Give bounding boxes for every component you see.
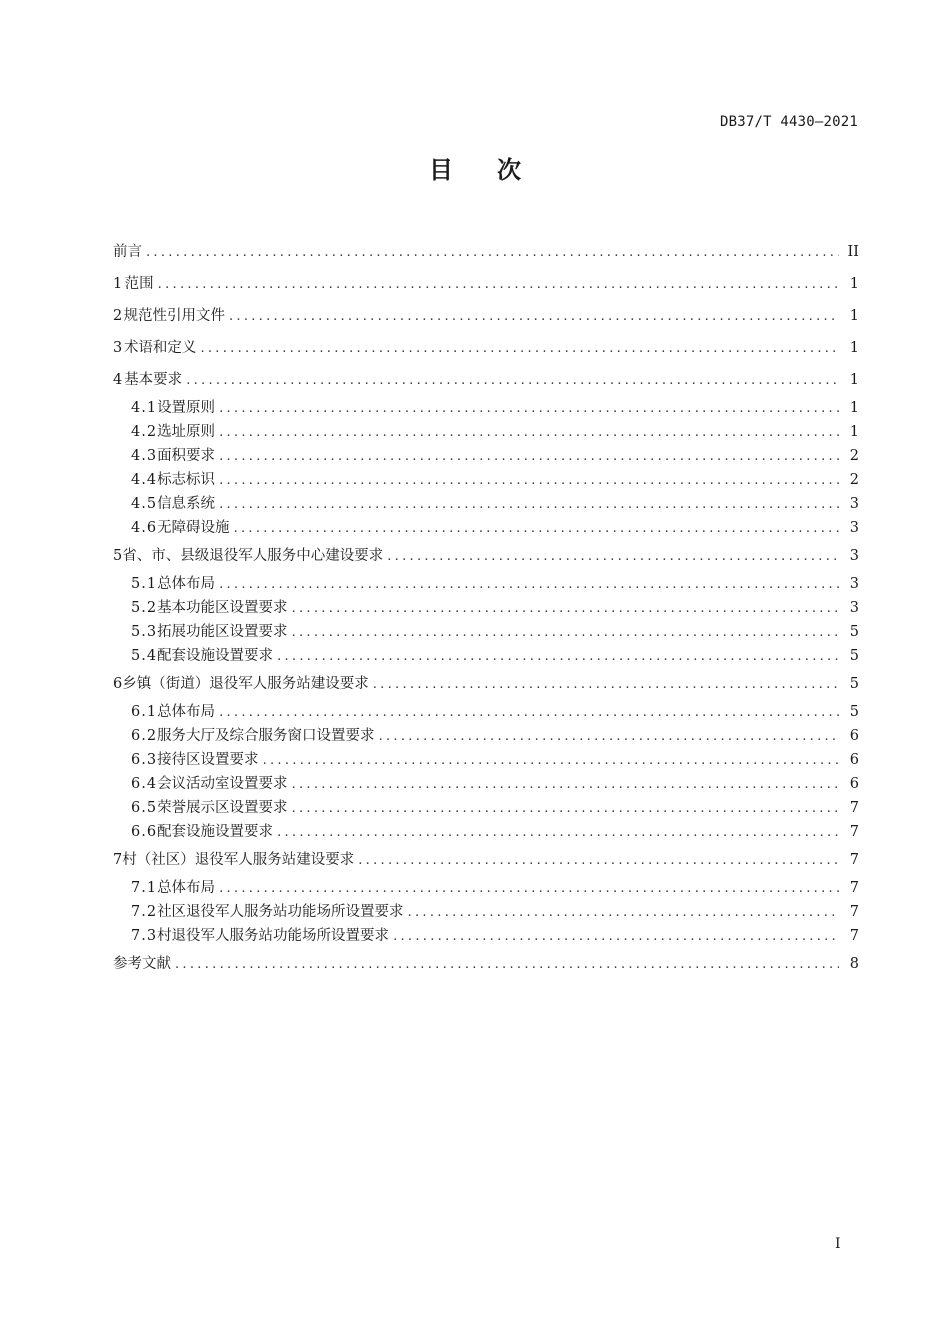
toc-entry-label: 面积要求 <box>157 444 219 468</box>
toc-entry[interactable] <box>113 268 859 300</box>
toc-entry-label: 无障碍设施 <box>157 516 234 540</box>
toc-entry[interactable] <box>113 236 859 268</box>
toc-entry-number: 6 <box>113 676 123 692</box>
toc-leader-dots <box>219 445 839 469</box>
toc-entry-label: 前言 <box>113 236 146 268</box>
toc-entry[interactable] <box>113 540 859 572</box>
toc-entry[interactable] <box>113 668 859 700</box>
toc-entry-page: 3 <box>849 576 859 592</box>
toc-entry-number: 5.2 <box>131 600 158 616</box>
toc-entry-number: 2 <box>113 308 123 324</box>
toc-entry-page: 7 <box>849 928 859 944</box>
toc-entry-number: 4.2 <box>131 424 158 440</box>
toc-entry-label: 基本要求 <box>124 364 186 396</box>
toc-entry-page: 7 <box>849 824 859 840</box>
toc-entry-number: 4.4 <box>131 472 158 488</box>
page-number: I <box>835 1236 841 1252</box>
toc-leader-dots <box>292 773 839 797</box>
toc-entry-number: 4.5 <box>131 496 158 512</box>
toc-entry-number: 6.1 <box>131 704 158 720</box>
toc-entry[interactable] <box>113 844 859 876</box>
toc-entry-number: 6.4 <box>131 776 158 792</box>
toc-entry[interactable] <box>113 876 859 900</box>
toc-entry[interactable] <box>113 300 859 332</box>
toc-entry-page: 8 <box>849 956 859 972</box>
toc-entry[interactable] <box>113 796 859 820</box>
page-title: 目次 <box>429 156 565 184</box>
toc-entry[interactable] <box>113 820 859 844</box>
toc-entry[interactable] <box>113 724 859 748</box>
toc-entry-label: 村（社区）退役军人服务站建设要求 <box>122 844 358 876</box>
toc-entry-label: 荣誉展示区设置要求 <box>157 796 292 820</box>
toc-entry[interactable] <box>113 596 859 620</box>
toc-entry-number: 5.4 <box>131 648 158 664</box>
toc-entry-number: 4 <box>113 372 123 388</box>
toc-entry-number: 4.1 <box>131 400 158 416</box>
toc-entry-label: 总体布局 <box>157 876 219 900</box>
toc-entry-page: 7 <box>849 880 859 896</box>
toc-leader-dots <box>277 645 839 669</box>
toc-entry-page: 5 <box>849 676 859 692</box>
toc-entry-number: 5 <box>113 548 123 564</box>
toc-entry[interactable] <box>113 620 859 644</box>
toc-entry[interactable] <box>113 492 859 516</box>
toc-leader-dots <box>229 301 839 333</box>
toc-entry[interactable] <box>113 332 859 364</box>
toc-entry-number: 4.6 <box>131 520 158 536</box>
toc-entry-number: 4.3 <box>131 448 158 464</box>
toc-leader-dots <box>186 365 839 397</box>
toc-entry-page: 6 <box>849 728 859 744</box>
toc-entry[interactable] <box>113 516 859 540</box>
toc-entry[interactable] <box>113 924 859 948</box>
toc-entry-label: 服务大厅及综合服务窗口设置要求 <box>157 724 379 748</box>
toc-entry[interactable] <box>113 900 859 924</box>
toc-entry-label: 总体布局 <box>157 700 219 724</box>
toc-leader-dots <box>219 701 839 725</box>
toc-entry[interactable] <box>113 748 859 772</box>
toc-entry[interactable] <box>113 572 859 596</box>
toc-entry-page: 1 <box>849 308 859 324</box>
toc-entry-label: 设置原则 <box>157 396 219 420</box>
toc-entry-page: 7 <box>849 800 859 816</box>
toc-entry-number: 6.6 <box>131 824 158 840</box>
toc-leader-dots <box>408 901 839 925</box>
toc-entry-label: 村退役军人服务站功能场所设置要求 <box>157 924 393 948</box>
toc-entry[interactable] <box>113 468 859 492</box>
toc-leader-dots <box>219 877 839 901</box>
toc-entry-page: 5 <box>849 648 859 664</box>
toc-entry[interactable] <box>113 644 859 668</box>
toc-entry-page: 1 <box>849 372 859 388</box>
toc-entry-page: 3 <box>849 496 859 512</box>
toc-leader-dots <box>219 573 839 597</box>
toc-entry-label: 范围 <box>125 268 158 300</box>
toc-leader-dots <box>277 821 839 845</box>
toc-leader-dots <box>292 621 839 645</box>
toc-entry-number: 7 <box>113 852 123 868</box>
toc-leader-dots <box>219 397 839 421</box>
toc-entry-page: 5 <box>849 704 859 720</box>
toc-entry-label: 总体布局 <box>157 572 219 596</box>
toc-entry-page: 1 <box>849 276 859 292</box>
toc-leader-dots <box>387 541 839 573</box>
toc-entry-label: 社区退役军人服务站功能场所设置要求 <box>157 900 408 924</box>
toc-entry-number: 1 <box>113 276 123 292</box>
toc-leader-dots <box>379 725 839 749</box>
toc-leader-dots <box>234 517 839 541</box>
toc-leader-dots <box>393 925 839 949</box>
toc-leader-dots <box>200 333 839 365</box>
toc-leader-dots <box>292 597 839 621</box>
toc-entry-label: 乡镇（街道）退役军人服务站建设要求 <box>122 668 373 700</box>
toc-leader-dots <box>175 949 839 981</box>
toc-entry-number: 3 <box>113 340 123 356</box>
toc-leader-dots <box>358 845 839 877</box>
toc-entry-label: 术语和定义 <box>124 332 201 364</box>
toc-entry-label: 接待区设置要求 <box>157 748 263 772</box>
toc-leader-dots <box>263 749 839 773</box>
toc-leader-dots <box>158 269 839 301</box>
toc-entry[interactable] <box>113 772 859 796</box>
toc-entry-number: 5.1 <box>131 576 158 592</box>
toc-entry[interactable] <box>113 700 859 724</box>
toc-entry-label: 选址原则 <box>157 420 219 444</box>
toc-entry[interactable] <box>113 396 859 420</box>
toc-entry-page: II <box>847 244 859 260</box>
toc-entry-page: 1 <box>849 400 859 416</box>
toc-entry-page: 5 <box>849 624 859 640</box>
toc-leader-dots <box>373 669 839 701</box>
toc-entry-page: 1 <box>849 340 859 356</box>
toc-entry-number: 7.3 <box>131 928 158 944</box>
toc-entry-label: 基本功能区设置要求 <box>157 596 292 620</box>
toc-leader-dots <box>219 493 839 517</box>
toc-leader-dots <box>146 237 839 269</box>
toc-entry-label: 规范性引用文件 <box>123 300 229 332</box>
toc-entry-label: 信息系统 <box>157 492 219 516</box>
toc-entry-label: 标志标识 <box>157 468 219 492</box>
toc-entry-page: 1 <box>849 424 859 440</box>
toc-entry-page: 3 <box>849 520 859 536</box>
toc-entry-page: 6 <box>849 752 859 768</box>
document-code: DB37/T 4430—2021 <box>719 114 858 130</box>
toc-entry-number: 7.1 <box>131 880 158 896</box>
toc-entry-page: 3 <box>849 548 859 564</box>
toc-entry-number: 6.5 <box>131 800 158 816</box>
toc-entry-label: 参考文献 <box>113 948 175 980</box>
toc-entry-page: 6 <box>849 776 859 792</box>
toc-entry-number: 7.2 <box>131 904 158 920</box>
toc-leader-dots <box>219 421 839 445</box>
toc-entry-number: 6.2 <box>131 728 158 744</box>
toc-entry-label: 配套设施设置要求 <box>157 644 277 668</box>
toc-entry-label: 会议活动室设置要求 <box>157 772 292 796</box>
toc-entry-label: 拓展功能区设置要求 <box>157 620 292 644</box>
toc-entry-page: 7 <box>849 904 859 920</box>
toc-entry[interactable] <box>113 444 859 468</box>
toc-entry-page: 3 <box>849 600 859 616</box>
toc-entry-number: 5.3 <box>131 624 158 640</box>
toc-entry-page: 2 <box>849 472 859 488</box>
table-of-contents <box>113 236 859 980</box>
toc-entry-label: 省、市、县级退役军人服务中心建设要求 <box>122 540 387 572</box>
toc-entry-page: 7 <box>849 852 859 868</box>
toc-entry[interactable] <box>113 364 859 396</box>
toc-entry-number: 6.3 <box>131 752 158 768</box>
toc-leader-dots <box>219 469 839 493</box>
toc-entry-page: 2 <box>849 448 859 464</box>
toc-leader-dots <box>292 797 839 821</box>
toc-entry-label: 配套设施设置要求 <box>157 820 277 844</box>
toc-entry[interactable] <box>113 948 859 980</box>
toc-entry[interactable] <box>113 420 859 444</box>
